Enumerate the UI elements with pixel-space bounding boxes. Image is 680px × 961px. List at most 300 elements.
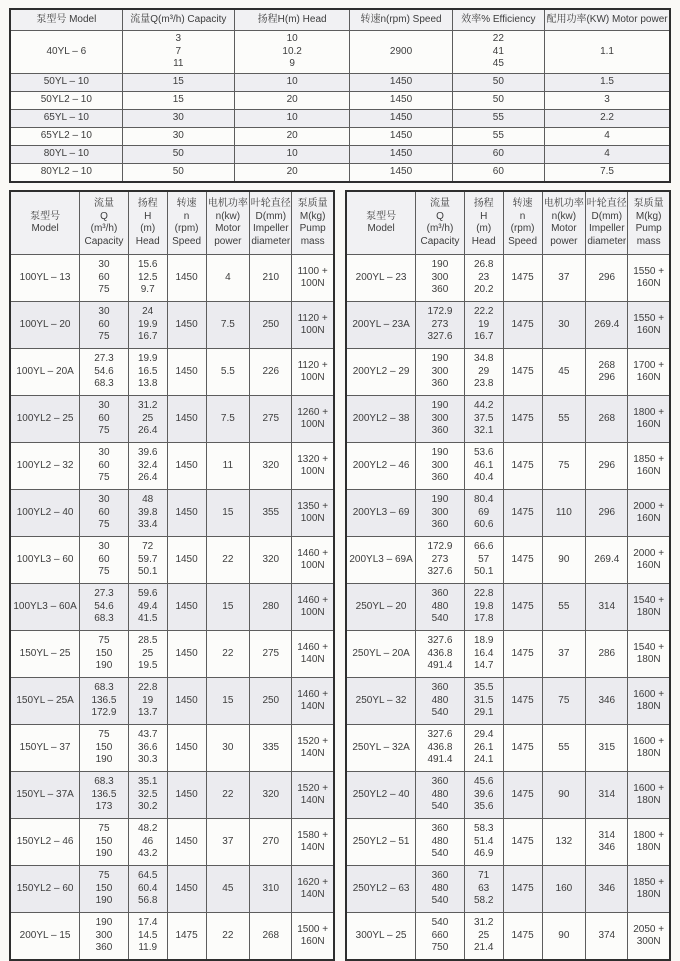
detail-header-row bbox=[346, 191, 670, 255]
table-row bbox=[10, 396, 334, 443]
cell-line: 1550 + bbox=[633, 265, 665, 277]
cell-motor-power: 15 bbox=[206, 584, 250, 631]
header-line: (m³/h) bbox=[90, 223, 118, 234]
cell-model: 150YL – 37A bbox=[10, 772, 80, 819]
header-line: 泵质量 bbox=[633, 198, 664, 209]
cell-line: 360 bbox=[431, 519, 449, 531]
cell-motor-power: 5.5 bbox=[206, 349, 250, 396]
table-row bbox=[10, 74, 670, 92]
cell-impeller: 296 bbox=[586, 490, 628, 537]
cell-line: 540 bbox=[431, 707, 449, 719]
col-header-model bbox=[10, 191, 80, 255]
cell-line: 180N bbox=[636, 701, 661, 712]
cell-line: 300 bbox=[431, 412, 449, 424]
cell-line: 13.8 bbox=[137, 378, 158, 390]
cell-speed: 1450 bbox=[167, 302, 206, 349]
cell-head bbox=[464, 725, 503, 772]
cell-line: 17.8 bbox=[473, 613, 494, 625]
header-line: Model bbox=[31, 223, 59, 234]
cell-mass bbox=[292, 631, 334, 678]
cell-model: 100YL2 – 25 bbox=[10, 396, 80, 443]
header-line: (rpm) bbox=[174, 223, 199, 234]
cell-capacity bbox=[416, 631, 465, 678]
cell-line: 300 bbox=[431, 271, 449, 283]
cell-line: 300 bbox=[431, 459, 449, 471]
cell-head bbox=[464, 913, 503, 961]
cell-line: 190 bbox=[431, 494, 449, 506]
cell-line: 172.9 bbox=[427, 541, 453, 553]
cell-line: 46 bbox=[142, 835, 154, 847]
header-line: 流量 bbox=[93, 198, 114, 209]
cell-model: 250YL – 32A bbox=[346, 725, 416, 772]
cell-line: 14.7 bbox=[473, 660, 494, 672]
cell-speed: 1450 bbox=[167, 537, 206, 584]
cell-impeller: 250 bbox=[250, 302, 292, 349]
cell-head bbox=[128, 302, 167, 349]
cell-head bbox=[464, 819, 503, 866]
cell-line: 1850 + bbox=[633, 876, 665, 888]
cell-power: 4 bbox=[545, 128, 670, 146]
cell-line: 480 bbox=[431, 788, 449, 800]
cell-line: 15.6 bbox=[137, 259, 158, 271]
table-row bbox=[10, 631, 334, 678]
cell-speed: 1475 bbox=[503, 584, 542, 631]
cell-head bbox=[128, 913, 167, 961]
table-row bbox=[10, 584, 334, 631]
cell-capacity bbox=[416, 584, 465, 631]
header-line: 泵型号 bbox=[366, 210, 397, 222]
cell-efficiency: 55 bbox=[452, 128, 544, 146]
table-row bbox=[346, 537, 670, 584]
cell-efficiency: 60 bbox=[452, 146, 544, 164]
cell-speed: 1450 bbox=[167, 490, 206, 537]
cell-impeller: 374 bbox=[586, 913, 628, 961]
header-line: 泵质量 bbox=[297, 198, 328, 209]
table-row bbox=[10, 92, 670, 110]
cell-line: 160N bbox=[636, 513, 661, 524]
header-line: H bbox=[480, 210, 488, 222]
cell-head bbox=[464, 584, 503, 631]
cell-model: 300YL – 25 bbox=[346, 913, 416, 961]
detail-table-right-wrap bbox=[345, 190, 671, 961]
header-line: Pump bbox=[299, 223, 326, 234]
cell-mass bbox=[292, 537, 334, 584]
cell-line: 27.3 bbox=[94, 353, 114, 365]
cell-line: 60 bbox=[98, 459, 110, 471]
cell-line: 45 bbox=[492, 58, 504, 70]
cell-mass bbox=[628, 255, 670, 302]
cell-line: 540 bbox=[431, 613, 449, 625]
cell-line: 22.2 bbox=[473, 306, 494, 318]
detail-right-body bbox=[346, 255, 670, 961]
col-header-capacity bbox=[416, 191, 465, 255]
cell-model: 100YL3 – 60 bbox=[10, 537, 80, 584]
cell-model: 250YL2 – 51 bbox=[346, 819, 416, 866]
cell-line: 75 bbox=[98, 472, 110, 484]
cell-impeller: 320 bbox=[250, 772, 292, 819]
cell-power: 1.5 bbox=[545, 74, 670, 92]
cell-motor-power: 90 bbox=[542, 913, 586, 961]
cell-capacity: 50 bbox=[122, 164, 234, 183]
cell-line: 360 bbox=[431, 588, 449, 600]
cell-line: 31.2 bbox=[137, 400, 158, 412]
cell-line: 13.7 bbox=[137, 707, 158, 719]
cell-motor-power: 7.5 bbox=[206, 396, 250, 443]
cell-motor-power: 4 bbox=[206, 255, 250, 302]
cell-motor-power: 15 bbox=[206, 490, 250, 537]
cell-line: 1100 + bbox=[297, 265, 328, 277]
header-line: Q bbox=[100, 210, 108, 222]
cell-model: 200YL2 – 38 bbox=[346, 396, 416, 443]
header-line: 扬程 bbox=[137, 198, 158, 209]
cell-line: 32.4 bbox=[137, 459, 158, 471]
cell-capacity bbox=[80, 396, 129, 443]
cell-line: 436.8 bbox=[427, 741, 453, 753]
cell-line: 1350 + bbox=[297, 500, 329, 512]
col-header-motor-power: 配用功率(KW) Motor power bbox=[545, 9, 670, 31]
col-header-speed bbox=[167, 191, 206, 255]
cell-motor-power: 11 bbox=[206, 443, 250, 490]
col-header-mass bbox=[628, 191, 670, 255]
cell-model: 200YL2 – 29 bbox=[346, 349, 416, 396]
cell-line: 190 bbox=[95, 848, 113, 860]
cell-line: 140N bbox=[300, 701, 325, 712]
cell-capacity bbox=[416, 819, 465, 866]
cell-speed: 2900 bbox=[350, 31, 452, 74]
cell-line: 172.9 bbox=[427, 306, 453, 318]
cell-line: 26.4 bbox=[137, 425, 158, 437]
cell-line: 1520 + bbox=[297, 782, 329, 794]
cell-line: 540 bbox=[431, 917, 449, 929]
cell-line: 100N bbox=[300, 325, 325, 336]
detail-right-header bbox=[346, 191, 670, 255]
cell-line: 44.2 bbox=[473, 400, 494, 412]
cell-line: 75 bbox=[98, 519, 110, 531]
cell-head: 10 bbox=[234, 110, 350, 128]
cell-impeller bbox=[586, 819, 628, 866]
cell-head bbox=[128, 772, 167, 819]
cell-line: 23 bbox=[478, 271, 490, 283]
cell-capacity: 50 bbox=[122, 146, 234, 164]
cell-line: 436.8 bbox=[427, 647, 453, 659]
cell-model: 200YL2 – 46 bbox=[346, 443, 416, 490]
cell-line: 360 bbox=[431, 776, 449, 788]
cell-mass bbox=[628, 866, 670, 913]
cell-line: 300 bbox=[431, 506, 449, 518]
cell-head: 10 bbox=[234, 146, 350, 164]
header-line: Impeller bbox=[589, 223, 625, 234]
cell-line: 150 bbox=[95, 647, 113, 659]
cell-line: 64.5 bbox=[137, 870, 158, 882]
cell-head bbox=[128, 819, 167, 866]
cell-line: 360 bbox=[431, 425, 449, 437]
cell-line: 273 bbox=[431, 553, 449, 565]
cell-line: 140N bbox=[300, 654, 325, 665]
cell-line: 27.3 bbox=[94, 588, 114, 600]
cell-line: 540 bbox=[431, 848, 449, 860]
cell-head bbox=[128, 866, 167, 913]
col-header-efficiency: 效率% Efficiency bbox=[452, 9, 544, 31]
cell-line: 75 bbox=[98, 729, 110, 741]
cell-line: 1260 + bbox=[297, 406, 329, 418]
cell-line: 14.5 bbox=[137, 929, 158, 941]
table-row bbox=[10, 725, 334, 772]
cell-line: 26.1 bbox=[473, 741, 494, 753]
cell-head bbox=[464, 255, 503, 302]
cell-mass bbox=[292, 772, 334, 819]
cell-model: 100YL – 20A bbox=[10, 349, 80, 396]
cell-line: 180N bbox=[636, 607, 661, 618]
cell-mass bbox=[292, 913, 334, 961]
header-line: 泵型号 bbox=[30, 210, 61, 222]
table-row bbox=[10, 164, 670, 183]
cell-line: 140N bbox=[300, 889, 325, 900]
cell-line: 29.1 bbox=[473, 707, 494, 719]
header-line: n(kw) bbox=[551, 210, 577, 222]
col-header-impeller bbox=[586, 191, 628, 255]
cell-capacity bbox=[416, 396, 465, 443]
cell-head bbox=[128, 631, 167, 678]
cell-model: 150YL – 25A bbox=[10, 678, 80, 725]
cell-capacity bbox=[80, 302, 129, 349]
cell-line: 43.2 bbox=[137, 848, 158, 860]
cell-mass bbox=[628, 678, 670, 725]
cell-line: 180N bbox=[636, 654, 661, 665]
cell-line: 49.4 bbox=[137, 600, 158, 612]
cell-line: 19.5 bbox=[137, 660, 158, 672]
cell-line: 57 bbox=[478, 553, 490, 565]
cell-line: 60 bbox=[98, 318, 110, 330]
cell-mass bbox=[292, 866, 334, 913]
cell-head bbox=[464, 866, 503, 913]
cell-capacity bbox=[416, 678, 465, 725]
cell-line: 30 bbox=[98, 400, 110, 412]
cell-mass bbox=[628, 584, 670, 631]
cell-capacity bbox=[122, 31, 234, 74]
table-row bbox=[10, 146, 670, 164]
cell-impeller: 269.4 bbox=[586, 302, 628, 349]
header-line: 电机功率 bbox=[543, 198, 584, 209]
cell-capacity bbox=[416, 866, 465, 913]
cell-line: 360 bbox=[431, 284, 449, 296]
table-row bbox=[10, 302, 334, 349]
cell-capacity bbox=[80, 772, 129, 819]
cell-motor-power: 90 bbox=[542, 537, 586, 584]
cell-head bbox=[234, 31, 350, 74]
cell-speed: 1475 bbox=[503, 396, 542, 443]
cell-line: 75 bbox=[98, 425, 110, 437]
table-row bbox=[10, 128, 670, 146]
cell-capacity bbox=[80, 349, 129, 396]
cell-line: 46.9 bbox=[473, 848, 494, 860]
header-line: power bbox=[214, 235, 242, 247]
cell-motor-power: 75 bbox=[542, 678, 586, 725]
cell-motor-power: 132 bbox=[542, 819, 586, 866]
cell-motor-power: 160 bbox=[542, 866, 586, 913]
cell-line: 66.6 bbox=[473, 541, 494, 553]
cell-line: 16.5 bbox=[137, 365, 158, 377]
cell-line: 273 bbox=[431, 318, 449, 330]
cell-impeller: 268 bbox=[586, 396, 628, 443]
cell-line: 160N bbox=[636, 278, 661, 289]
col-header-head bbox=[464, 191, 503, 255]
cell-line: 100N bbox=[300, 419, 325, 430]
cell-line: 1850 + bbox=[633, 453, 665, 465]
summary-table-header bbox=[10, 9, 670, 31]
cell-mass bbox=[292, 490, 334, 537]
cell-line: 32.5 bbox=[137, 788, 158, 800]
cell-efficiency: 50 bbox=[452, 74, 544, 92]
cell-speed: 1450 bbox=[167, 772, 206, 819]
cell-speed: 1450 bbox=[167, 255, 206, 302]
cell-line: 9.7 bbox=[140, 284, 155, 296]
cell-model: 250YL – 20A bbox=[346, 631, 416, 678]
cell-capacity bbox=[80, 819, 129, 866]
cell-line: 34.8 bbox=[473, 353, 494, 365]
cell-speed: 1475 bbox=[503, 631, 542, 678]
cell-head bbox=[128, 255, 167, 302]
cell-head: 20 bbox=[234, 92, 350, 110]
cell-speed: 1475 bbox=[503, 349, 542, 396]
cell-line: 19.9 bbox=[137, 318, 158, 330]
cell-model: 80YL2 – 10 bbox=[10, 164, 122, 183]
table-row bbox=[10, 110, 670, 128]
cell-motor-power: 22 bbox=[206, 772, 250, 819]
cell-head bbox=[128, 584, 167, 631]
cell-model: 50YL – 10 bbox=[10, 74, 122, 92]
cell-line: 26.4 bbox=[137, 472, 158, 484]
cell-line: 190 bbox=[95, 754, 113, 766]
cell-capacity bbox=[80, 866, 129, 913]
cell-line: 360 bbox=[431, 823, 449, 835]
cell-head bbox=[464, 302, 503, 349]
cell-line: 21.4 bbox=[473, 942, 494, 954]
cell-head bbox=[464, 443, 503, 490]
cell-head: 20 bbox=[234, 164, 350, 183]
header-line: mass bbox=[300, 235, 325, 247]
cell-impeller: 296 bbox=[586, 255, 628, 302]
cell-impeller: 314 bbox=[586, 584, 628, 631]
col-header-motor-power bbox=[206, 191, 250, 255]
cell-line: 30 bbox=[98, 541, 110, 553]
cell-mass bbox=[292, 396, 334, 443]
cell-line: 136.5 bbox=[91, 694, 117, 706]
cell-motor-power: 30 bbox=[206, 725, 250, 772]
cell-line: 1800 + bbox=[633, 829, 665, 841]
cell-speed: 1475 bbox=[503, 772, 542, 819]
cell-line: 71 bbox=[478, 870, 490, 882]
cell-head bbox=[128, 349, 167, 396]
cell-impeller: 286 bbox=[586, 631, 628, 678]
cell-speed: 1475 bbox=[503, 725, 542, 772]
cell-line: 46.1 bbox=[473, 459, 494, 471]
cell-head bbox=[464, 631, 503, 678]
cell-speed: 1450 bbox=[167, 866, 206, 913]
cell-capacity bbox=[80, 490, 129, 537]
cell-line: 68.3 bbox=[94, 378, 114, 390]
cell-speed: 1475 bbox=[503, 302, 542, 349]
cell-line: 480 bbox=[431, 600, 449, 612]
header-line: n bbox=[519, 210, 526, 222]
cell-speed: 1475 bbox=[503, 537, 542, 584]
cell-line: 12.5 bbox=[137, 271, 158, 283]
cell-capacity bbox=[416, 537, 465, 584]
cell-power: 7.5 bbox=[545, 164, 670, 183]
cell-line: 11.9 bbox=[138, 942, 158, 954]
summary-table-body bbox=[10, 31, 670, 183]
cell-power: 2.2 bbox=[545, 110, 670, 128]
cell-mass bbox=[628, 913, 670, 961]
cell-line: 35.1 bbox=[137, 776, 158, 788]
cell-line: 68.3 bbox=[94, 613, 114, 625]
cell-line: 491.4 bbox=[427, 754, 453, 766]
cell-line: 7 bbox=[175, 45, 182, 57]
table-row bbox=[346, 396, 670, 443]
table-row bbox=[10, 443, 334, 490]
cell-mass bbox=[628, 725, 670, 772]
cell-line: 25 bbox=[142, 647, 154, 659]
cell-line: 1460 + bbox=[297, 547, 329, 559]
cell-head: 10 bbox=[234, 74, 350, 92]
table-row bbox=[346, 349, 670, 396]
cell-line: 75 bbox=[98, 284, 110, 296]
cell-model: 150YL2 – 46 bbox=[10, 819, 80, 866]
table-row bbox=[346, 443, 670, 490]
detail-header-row bbox=[10, 191, 334, 255]
cell-head bbox=[128, 396, 167, 443]
cell-speed: 1475 bbox=[503, 255, 542, 302]
cell-line: 1550 + bbox=[633, 312, 665, 324]
header-line: D(mm) bbox=[255, 210, 287, 222]
cell-capacity bbox=[80, 584, 129, 631]
cell-model: 250YL2 – 40 bbox=[346, 772, 416, 819]
cell-capacity bbox=[416, 302, 465, 349]
cell-head bbox=[464, 772, 503, 819]
header-line: Head bbox=[135, 235, 160, 247]
cell-line: 360 bbox=[431, 870, 449, 882]
cell-capacity: 30 bbox=[122, 110, 234, 128]
cell-line: 1600 + bbox=[633, 782, 665, 794]
cell-motor-power: 22 bbox=[206, 631, 250, 678]
cell-line: 190 bbox=[95, 917, 113, 929]
cell-line: 190 bbox=[431, 353, 449, 365]
cell-mass bbox=[292, 725, 334, 772]
cell-line: 63 bbox=[478, 882, 490, 894]
cell-impeller: 270 bbox=[250, 819, 292, 866]
cell-line: 360 bbox=[95, 942, 113, 954]
cell-line: 24 bbox=[142, 306, 154, 318]
cell-speed: 1450 bbox=[167, 584, 206, 631]
cell-line: 750 bbox=[431, 942, 449, 954]
cell-line: 2000 + bbox=[633, 547, 665, 559]
table-row bbox=[346, 678, 670, 725]
cell-line: 23.8 bbox=[473, 378, 494, 390]
cell-speed: 1450 bbox=[167, 396, 206, 443]
cell-line: 190 bbox=[431, 447, 449, 459]
cell-line: 16.7 bbox=[137, 331, 158, 343]
cell-line: 1700 + bbox=[633, 359, 665, 371]
cell-line: 540 bbox=[431, 801, 449, 813]
cell-mass bbox=[292, 443, 334, 490]
cell-capacity: 15 bbox=[122, 74, 234, 92]
cell-model: 250YL2 – 63 bbox=[346, 866, 416, 913]
cell-speed: 1450 bbox=[167, 819, 206, 866]
cell-impeller: 268 bbox=[250, 913, 292, 961]
table-row bbox=[346, 302, 670, 349]
cell-speed: 1475 bbox=[503, 913, 542, 961]
cell-motor-power: 45 bbox=[542, 349, 586, 396]
cell-line: 327.6 bbox=[427, 729, 453, 741]
